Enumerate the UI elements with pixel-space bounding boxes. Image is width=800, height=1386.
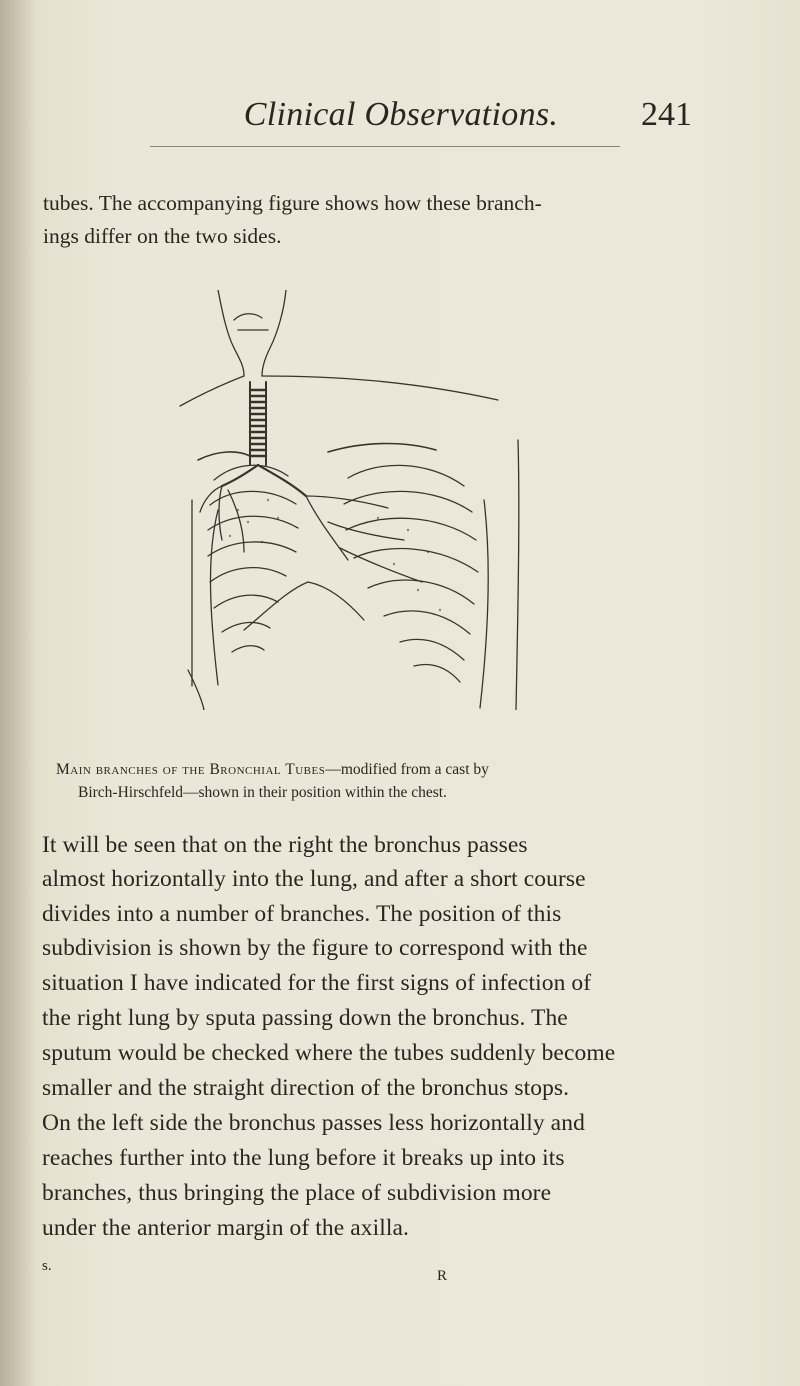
header-rule xyxy=(150,146,620,147)
figure-caption-line-1 xyxy=(56,761,746,779)
body-line-2: almost horizontally into the lung, and after a short course xyxy=(42,866,586,892)
body-line-3: divides into a number of branches. The position of this xyxy=(42,901,562,927)
body-line-10: reaches further into the lung before it breaks up into its xyxy=(42,1145,565,1171)
body-line-1: It will be seen that on the right the bronchus passes xyxy=(42,832,528,858)
body-line-12: under the anterior margin of the axilla. xyxy=(42,1215,410,1241)
body-line-7: sputum would be checked where the tubes suddenly become xyxy=(42,1040,616,1066)
caption-rest: —modified from a cast by xyxy=(325,761,489,778)
body-line-5: situation I have indicated for the first signs of infection of xyxy=(42,970,592,996)
figure-caption-line-2: Birch-Hirschfeld—shown in their position within the chest. xyxy=(78,784,447,801)
bronchial-tree-illustration-icon xyxy=(178,290,530,710)
caption-small-caps: Main branches of the Bronchial Tubes xyxy=(56,761,326,778)
signature-letter: R xyxy=(437,1268,448,1284)
intro-line-1: tubes. The accompanying figure shows how these branch- xyxy=(43,191,542,215)
page-number: 241 xyxy=(641,96,692,133)
body-line-11: branches, thus bringing the place of subdivision more xyxy=(42,1180,552,1206)
page-header xyxy=(110,96,692,146)
intro-line-2: ings differ on the two sides. xyxy=(43,224,282,248)
body-line-6: the right lung by sputa passing down the bronchus. The xyxy=(42,1005,568,1031)
running-title: Clinical Observations. xyxy=(243,96,559,133)
signature-mark: s. xyxy=(42,1258,52,1274)
body-line-8: smaller and the straight direction of the bronchus stops. xyxy=(42,1075,570,1101)
body-line-4: subdivision is shown by the figure to correspond with the xyxy=(42,935,588,961)
body-line-9: On the left side the bronchus passes less horizontally and xyxy=(42,1110,585,1136)
bronchial-tree-figure xyxy=(178,290,530,710)
gutter-shadow xyxy=(0,0,36,1386)
